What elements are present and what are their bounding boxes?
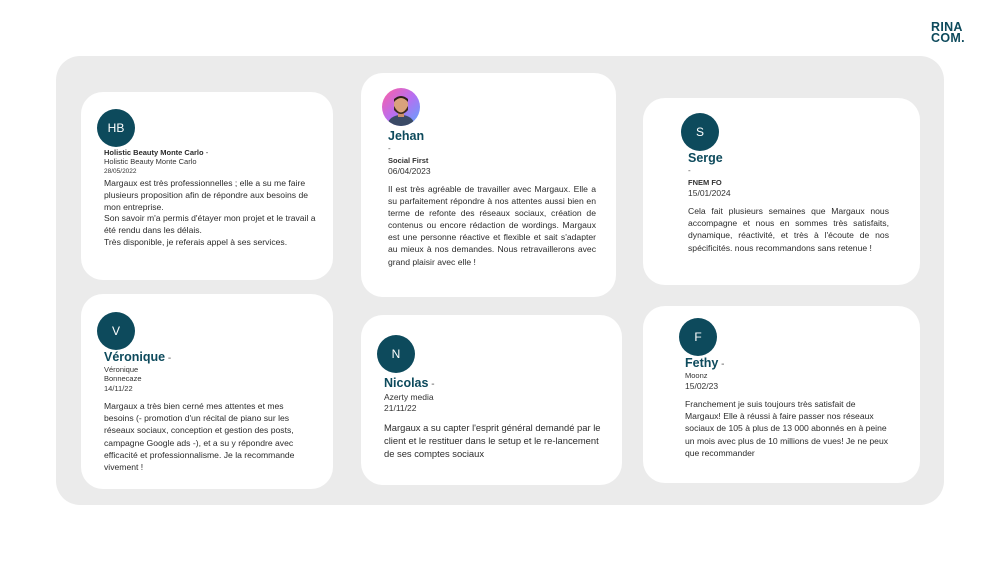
- review-date: 15/02/23: [685, 381, 719, 391]
- reviewer-name: Fethy -: [685, 356, 725, 370]
- review-text: Cela fait plusieurs semaines que Margaux nous accompagne et nous en sommes très satisfaits, dynamique, réactivité, et très à l'écoute de nos spécificités. nous recommandons sans retenue !: [688, 206, 889, 253]
- brand-logo: [931, 22, 965, 44]
- reviewer-name: Véronique -: [104, 350, 172, 364]
- brand-logo-line2: COM.: [931, 31, 965, 45]
- reviewer-name: Nicolas -: [384, 376, 435, 390]
- review-date: 06/04/2023: [388, 166, 431, 176]
- reviewer-name: Jehan: [388, 129, 425, 143]
- brand-logo-line1: RINA: [931, 20, 963, 34]
- reviewer-name: Serge: [688, 151, 723, 165]
- review-date: 14/11/22: [104, 384, 133, 393]
- review-date: 15/01/2024: [688, 188, 731, 198]
- reviewer-name: Holistic Beauty Monte Carlo -: [104, 148, 209, 157]
- avatar: N: [377, 335, 415, 373]
- reviewer-company: Moonz: [685, 371, 708, 380]
- avatar: S: [681, 113, 719, 151]
- review-text: Il est très agréable de travailler avec Margaux. Elle a su parfaitement répondre à nos attentes aussi bien en terme de refonte des réseaux sociaux, création de contenus ou encore rédaction de wordings. Margaux est une personne réactive et flexible et sait s'adapter au mieux à nos demandes. Nous retravaillerons avec grand plaisir avec elle !: [388, 184, 596, 267]
- testimonial-card-jehan: [361, 73, 616, 297]
- testimonial-card-serge: [643, 98, 920, 285]
- avatar: HB: [97, 109, 135, 147]
- reviewer-dash: -: [388, 144, 391, 153]
- review-date: 28/05/2022: [104, 168, 137, 175]
- testimonial-card-holistic-beauty: [81, 92, 333, 280]
- reviewer-company: Social First: [388, 156, 429, 165]
- review-date: 21/11/22: [384, 403, 417, 413]
- review-text: Margaux a su capter l'esprit général demandé par le client et le restituer dans le setup et le re-lancement de ses comptes sociaux: [384, 422, 601, 459]
- review-text: Franchement je suis toujours très satisfait de Margaux! Elle à réussi à faire passer nos réseaux sociaux de 105 à plus de 13 000 abonnés en à peine un mois avec plus de 10 millions de vues! Je ne peux que recommander: [685, 399, 889, 458]
- reviewer-dash: -: [688, 166, 691, 175]
- reviewer-company: Holistic Beauty Monte Carlo: [104, 157, 197, 166]
- avatar: V: [97, 312, 135, 350]
- testimonial-card-fethy: [643, 306, 920, 483]
- reviewer-company: Véronique: [104, 365, 139, 374]
- avatar: F: [679, 318, 717, 356]
- testimonial-card-veronique: [81, 294, 333, 489]
- testimonial-card-nicolas: [361, 315, 622, 485]
- review-text: Margaux a très bien cerné mes attentes et mes besoins (- promotion d'un récital de piano sur les réseaux sociaux, conception et gestion des posts, campagne Google ads -), et a su y répondre avec efficacité et professionnalisme. Je la recommande vivement !: [104, 401, 295, 473]
- review-text: Margaux est très professionnelles ; elle a su me faire plusieurs proposition afin de répondre aux besoins de mon entreprise. Son savoir m'a permis d'étayer mon projet et le travail a été rendu dans les délais. Très disponible, je referais appel à ses services.: [104, 178, 316, 247]
- profile-photo-icon: [382, 88, 420, 126]
- reviewer-company: FNEM FO: [688, 178, 722, 187]
- reviewer-company-line2: Bonnecaze: [104, 374, 142, 383]
- reviewer-company: Azerty media: [384, 392, 434, 402]
